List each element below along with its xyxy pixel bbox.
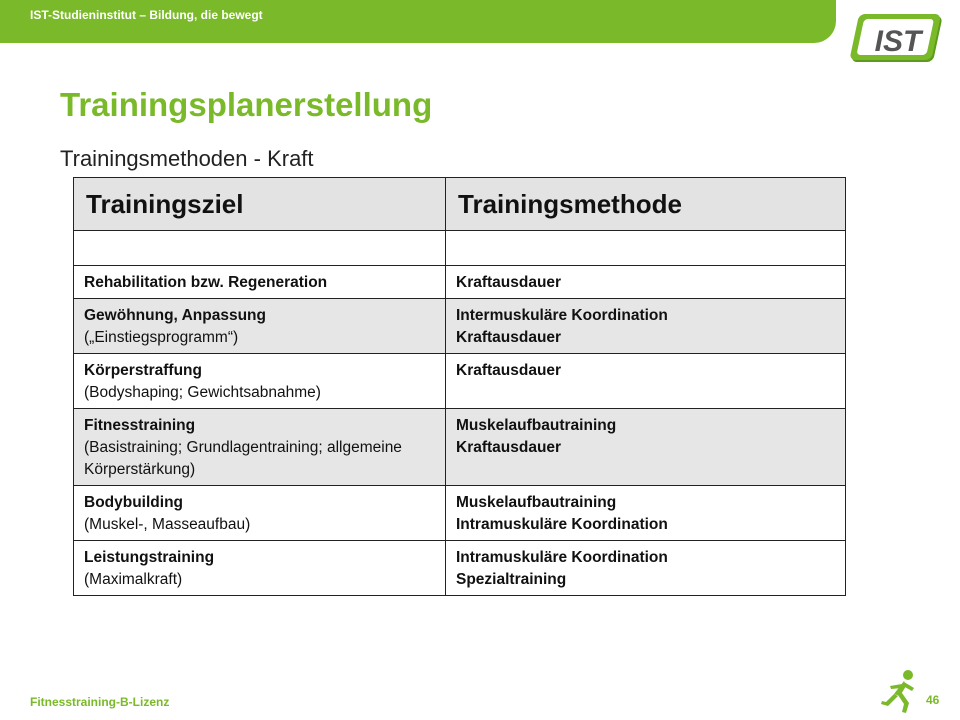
- ziel-detail: (Basistraining; Grundlagentraining; allgemeine Körperstärkung): [84, 439, 402, 478]
- table-row: [74, 354, 846, 409]
- methode-name: Muskelaufbautraining: [456, 494, 617, 511]
- runner-icon: [880, 668, 920, 714]
- ziel-name: Bodybuilding: [84, 494, 184, 511]
- ziel-name: Fitnesstraining: [84, 417, 196, 434]
- ziel-name: Gewöhnung, Anpassung: [84, 307, 266, 324]
- methode-name: Kraftausdauer: [456, 439, 562, 456]
- methode-cell: [446, 299, 846, 354]
- table-row: [74, 231, 846, 266]
- header-trainingsziel: Trainingsziel: [74, 178, 446, 231]
- logo-text: IST: [874, 25, 922, 58]
- table-row: [74, 299, 846, 354]
- table-row: [74, 541, 846, 596]
- methode-cell: [446, 409, 846, 486]
- footer-course-name: Fitnesstraining-B-Lizenz: [30, 695, 170, 709]
- table-row: [74, 266, 846, 299]
- table-cell-empty: [74, 231, 446, 266]
- ziel-detail: (Muskel-, Masseaufbau): [84, 516, 251, 533]
- ziel-name: Rehabilitation bzw. Regeneration: [84, 274, 328, 291]
- table-row: [74, 409, 846, 486]
- ziel-detail: (Bodyshaping; Gewichtsabnahme): [84, 384, 321, 401]
- training-methods-table: [73, 177, 846, 596]
- table-cell-empty: [446, 231, 846, 266]
- methode-name: Intermuskuläre Koordination: [456, 307, 668, 324]
- ziel-detail: (Maximalkraft): [84, 571, 183, 588]
- methode-name: Kraftausdauer: [456, 329, 562, 346]
- methode-cell: [446, 486, 846, 541]
- methode-name: Intramuskuläre Koordination: [456, 516, 668, 533]
- table-row: [74, 486, 846, 541]
- ziel-name: Leistungstraining: [84, 549, 215, 566]
- methode-name: Muskelaufbautraining: [456, 417, 617, 434]
- methode-cell: [446, 354, 846, 409]
- methode-cell: [446, 266, 846, 299]
- institute-text: IST-Studieninstitut – Bildung, die bewegt: [30, 8, 263, 22]
- methode-cell: [446, 541, 846, 596]
- methode-name: Intramuskuläre Koordination: [456, 549, 668, 566]
- page-subtitle: Trainingsmethoden - Kraft: [60, 146, 314, 171]
- ziel-cell: [74, 266, 446, 299]
- ziel-cell: [74, 354, 446, 409]
- page-number: 46: [926, 693, 940, 707]
- methode-name: Kraftausdauer: [456, 274, 562, 291]
- methode-name: Spezialtraining: [456, 571, 567, 588]
- ziel-cell: [74, 541, 446, 596]
- ziel-detail: („Einstiegsprogramm“): [84, 329, 239, 346]
- ist-logo-icon: [848, 10, 948, 72]
- ziel-cell: [74, 409, 446, 486]
- header-bar: [0, 0, 836, 43]
- ziel-cell: [74, 299, 446, 354]
- ziel-cell: [74, 486, 446, 541]
- page-title: Trainingsplanerstellung: [60, 86, 433, 123]
- methode-name: Kraftausdauer: [456, 362, 562, 379]
- ziel-name: Körperstraffung: [84, 362, 202, 379]
- header-trainingsmethode: Trainingsmethode: [446, 178, 846, 231]
- table-header-row: [74, 178, 846, 231]
